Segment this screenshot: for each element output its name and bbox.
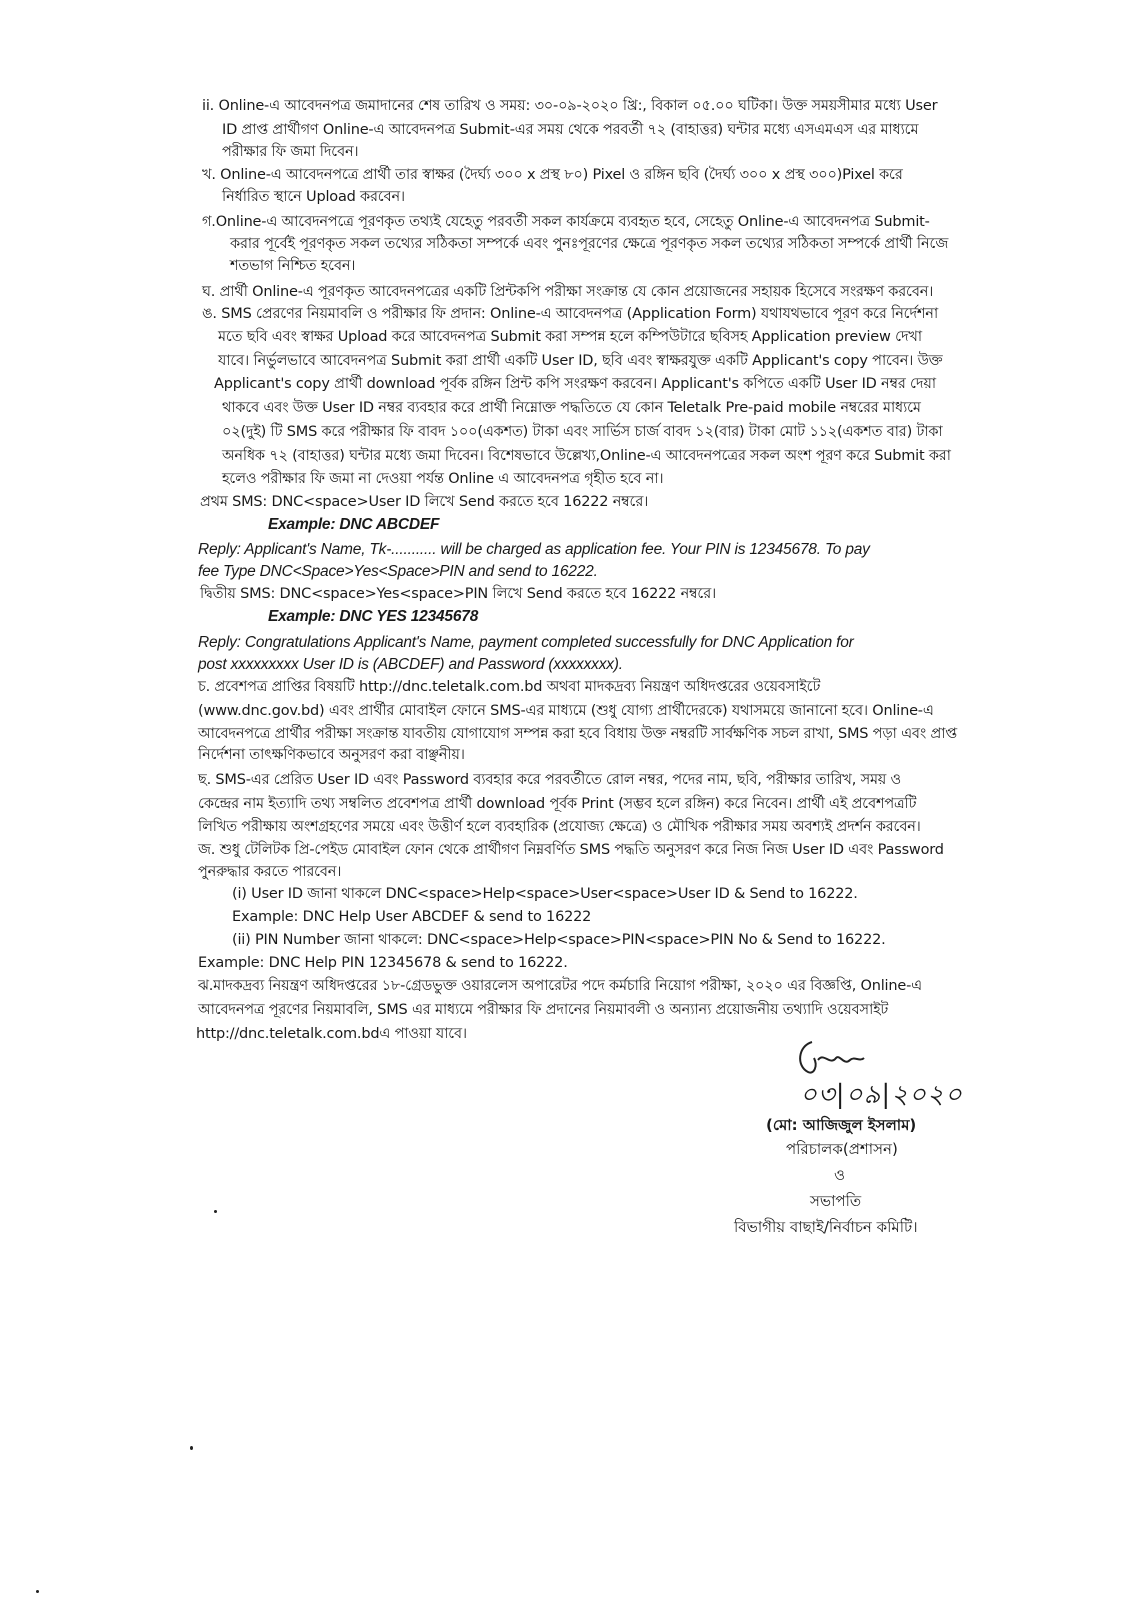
- text-line: পুনরুদ্ধার করতে পারবেন।: [198, 864, 342, 880]
- signatory-designation: পরিচালক(প্রশাসন): [786, 1140, 898, 1158]
- text-line: ছ. SMS-এর প্রেরিত User ID এবং Password ব্যবহার করে পরবর্তীতে রোল নম্বর, পদের নাম, ছবি, পরীক্ষার তারিখ, সময় ও: [198, 772, 902, 788]
- text-line: যাবে। নির্ভুলভাবে আবেদনপত্র Submit করা প্রার্থী একটি User ID, ছবি এবং স্বাক্ষরযুক্ত একটি Applicant's copy পাবেন। উক্ত: [218, 353, 943, 369]
- text-line: মতে ছবি এবং স্বাক্ষর Upload করে আবেদনপত্র Submit করা সম্পন্ন হলে কম্পিউটারে ছবিসহ Application preview দেখা: [218, 329, 922, 345]
- signatory-committee: বিভাগীয় বাছাই/নির্বাচন কমিটি।: [734, 1218, 918, 1236]
- text-line: ii. Online-এ আবেদনপত্র জমাদানের শেষ তারিখ ও সময়: ৩০-০৯-২০২০ খ্রি:, বিকাল ০৫.০০ ঘটিকা। উক্ত সময়সীমার মধ্যে User: [202, 98, 938, 114]
- recovery-userid-example: Example: DNC Help User ABCDEF & send to 16222: [232, 909, 592, 925]
- sms-reply-1-cont: fee Type DNC<Space>Yes<Space>PIN and send to 16222.: [198, 563, 598, 580]
- website-link-line: http://dnc.teletalk.com.bdএ পাওয়া যাবে।: [196, 1026, 467, 1042]
- text-line: (www.dnc.gov.bd) এবং প্রার্থীর মোবাইল ফোনে SMS-এর মাধ্যমে (শুধু যোগ্য প্রার্থীদেরকে) যথাসময়ে জানানো হবে। Online-এ: [198, 703, 934, 719]
- text-line: থাকবে এবং উক্ত User ID নম্বর ব্যবহার করে প্রার্থী নিম্নোক্ত পদ্ধতিতে যে কোন Teletalk Pre-paid mobile নম্বরের মাধ্যমে: [222, 400, 921, 416]
- text-line: করার পূর্বেই পূরণকৃত সকল তথ্যের সঠিকতা সম্পর্কে এবং পুনঃপূরণের ক্ষেত্রে পূরণকৃত সকল তথ্যের সঠিকতা সম্পর্কে প্রার্থী নিজে: [230, 236, 949, 252]
- signatory-name: (মো: আজিজুল ইসলাম): [766, 1116, 917, 1134]
- scan-speck: [36, 1590, 39, 1593]
- text-line: আবেদনপত্রে প্রার্থীর পরীক্ষা সংক্রান্ত যাবতীয় যোগাযোগ সম্পন্ন করা হবে বিধায় উক্ত নম্বরটি সার্বক্ষণিক সচল রাখা, SMS পড়া এবং প্রাপ্ত: [198, 726, 957, 742]
- text-line: জ. শুধু টেলিটক প্রি-পেইড মোবাইল ফোন থেকে প্রার্থীগণ নিম্নবর্ণিত SMS পদ্ধতি অনুসরণ করে নিজ নিজ User ID এবং Password: [198, 842, 944, 858]
- text-line: কেন্দ্রের নাম ইত্যাদি তথ্য সম্বলিত প্রবেশপত্র প্রার্থী download পূর্বক Print (সম্ভব হলে রঙ্গিন) করে নিবেন। প্রার্থী এই প্রবেশপত্রটি: [198, 796, 917, 812]
- sms-example-2: Example: DNC YES 12345678: [268, 608, 479, 625]
- scan-speck: [190, 1446, 193, 1450]
- text-line: ID প্রাপ্ত প্রার্থীগণ Online-এ আবেদনপত্র Submit-এর সময় থেকে পরবর্তী ৭২ (বাহাত্তর) ঘন্টার মধ্যে এসএমএস এর মাধ্যমে: [222, 122, 919, 138]
- text-line: ঝ.মাদকদ্রব্য নিয়ন্ত্রণ অধিদপ্তরের ১৮-গ্রেডভুক্ত ওয়ারলেস অপারেটর পদে কর্মচারি নিয়োগ পরীক্ষা, ২০২০ এর বিজ্ঞপ্তি, Online-এ: [198, 978, 922, 994]
- text-line: লিখিত পরীক্ষায় অংশগ্রহণের সময়ে এবং উত্তীর্ণ হলে ব্যবহারিক (প্রযোজ্য ক্ষেত্রে) ও মৌখিক পরীক্ষার সময় অবশ্যই প্রদর্শন করবেন।: [198, 819, 921, 835]
- text-line: অনধিক ৭২ (বাহাত্তর) ঘন্টার মধ্যে জমা দিবেন। বিশেষভাবে উল্লেখ্য,Online-এ আবেদনপত্রের সকল অংশ পূরণ করে Submit করা: [222, 448, 951, 464]
- text-line: চ. প্রবেশপত্র প্রাপ্তির বিষয়টি http://dnc.teletalk.com.bd অথবা মাদকদ্রব্য নিয়ন্ত্রণ অধিদপ্তরের ওয়েবসাইটে: [198, 679, 821, 695]
- signatory-role: সভাপতি: [810, 1192, 862, 1210]
- text-line: শতভাগ নিশ্চিত হবেন।: [230, 258, 356, 274]
- text-line: আবেদনপত্র পূরণের নিয়মাবলি, SMS এর মাধ্যমে পরীক্ষার ফি প্রদানের নিয়মাবলী ও অন্যান্য প্রয়োজনীয় তথ্যাদি ওয়েবসাইট: [198, 1002, 889, 1018]
- text-line: পরীক্ষার ফি জমা দিবেন।: [222, 144, 359, 160]
- sms-second-instruction: দ্বিতীয় SMS: DNC<space>Yes<space>PIN লিখে Send করতে হবে 16222 নম্বরে।: [200, 586, 716, 602]
- text-line: নির্দেশনা তাৎক্ষণিকভাবে অনুসরণ করা বাঞ্ছনীয়।: [198, 747, 465, 763]
- sms-reply-2-cont: post xxxxxxxxx User ID is (ABCDEF) and Password (xxxxxxxx).: [198, 656, 623, 673]
- scan-speck: [214, 1210, 217, 1213]
- text-line: Applicant's copy প্রার্থী download পূর্বক রঙ্গিন প্রিন্ট কপি সংরক্ষণ করবেন। Applicant's কপিতে একটি User ID নম্বর দেয়া: [214, 376, 936, 392]
- text-line: গ.Online-এ আবেদনপত্রে পূরণকৃত তথ্যই যেহেতু পরবর্তী সকল কার্যক্রমে ব্যবহৃত হবে, সেহেতু Online-এ আবেদনপত্র Submit-: [202, 214, 930, 230]
- text-line: খ. Online-এ আবেদনপত্রে প্রার্থী তার স্বাক্ষর (দৈর্ঘ্য ৩০০ x প্রস্থ ৮০) Pixel ও রঙ্গিন ছবি (দৈর্ঘ্য ৩০০ x প্রস্থ ৩০০)Pixel করে: [202, 167, 903, 183]
- recovery-userid: (i) User ID জানা থাকলে DNC<space>Help<space>User<space>User ID & Send to 16222.: [232, 886, 858, 902]
- text-line: ঙ. SMS প্রেরণের নিয়মাবলি ও পরীক্ষার ফি প্রদান: Online-এ আবেদনপত্র (Application Form) যথাযথভাবে পূরণ করে নির্দেশনা: [202, 306, 938, 322]
- sms-first-instruction: প্রথম SMS: DNC<space>User ID লিখে Send করতে হবে 16222 নম্বরে।: [200, 494, 649, 510]
- recovery-pin: (ii) PIN Number জানা থাকলে: DNC<space>Help<space>PIN<space>PIN No & Send to 16222.: [232, 932, 886, 948]
- text-line: ঘ. প্রার্থী Online-এ পূরণকৃত আবেদনপত্রের একটি প্রিন্টকপি পরীক্ষা সংক্রান্ত যে কোন প্রয়োজনের সহায়ক হিসেবে সংরক্ষণ করবেন।: [202, 284, 934, 300]
- sms-reply-1: Reply: Applicant's Name, Tk-........... will be charged as application fee. Your PIN is 12345678. To pay: [198, 541, 870, 558]
- signatory-conjunction: ও: [834, 1166, 846, 1184]
- recovery-pin-example: Example: DNC Help PIN 12345678 & send to 16222.: [198, 955, 568, 971]
- sms-reply-2: Reply: Congratulations Applicant's Name, payment completed successfully for DNC Application for: [198, 634, 854, 651]
- signature-date: ০৩|০৯|২০২০: [800, 1080, 963, 1110]
- text-line: হলেও পরীক্ষার ফি জমা না দেওয়া পর্যন্ত Online এ আবেদনপত্র গৃহীত হবে না।: [222, 471, 664, 487]
- sms-example-1: Example: DNC ABCDEF: [268, 516, 440, 533]
- text-line: ০২(দুই) টি SMS করে পরীক্ষার ফি বাবদ ১০০(একশত) টাকা এবং সার্ভিস চার্জ বাবদ ১২(বার) টাকা মোট ১১২(একশত বার) টাকা: [222, 424, 943, 440]
- text-line: নির্ধারিত স্থানে Upload করবেন।: [222, 189, 405, 205]
